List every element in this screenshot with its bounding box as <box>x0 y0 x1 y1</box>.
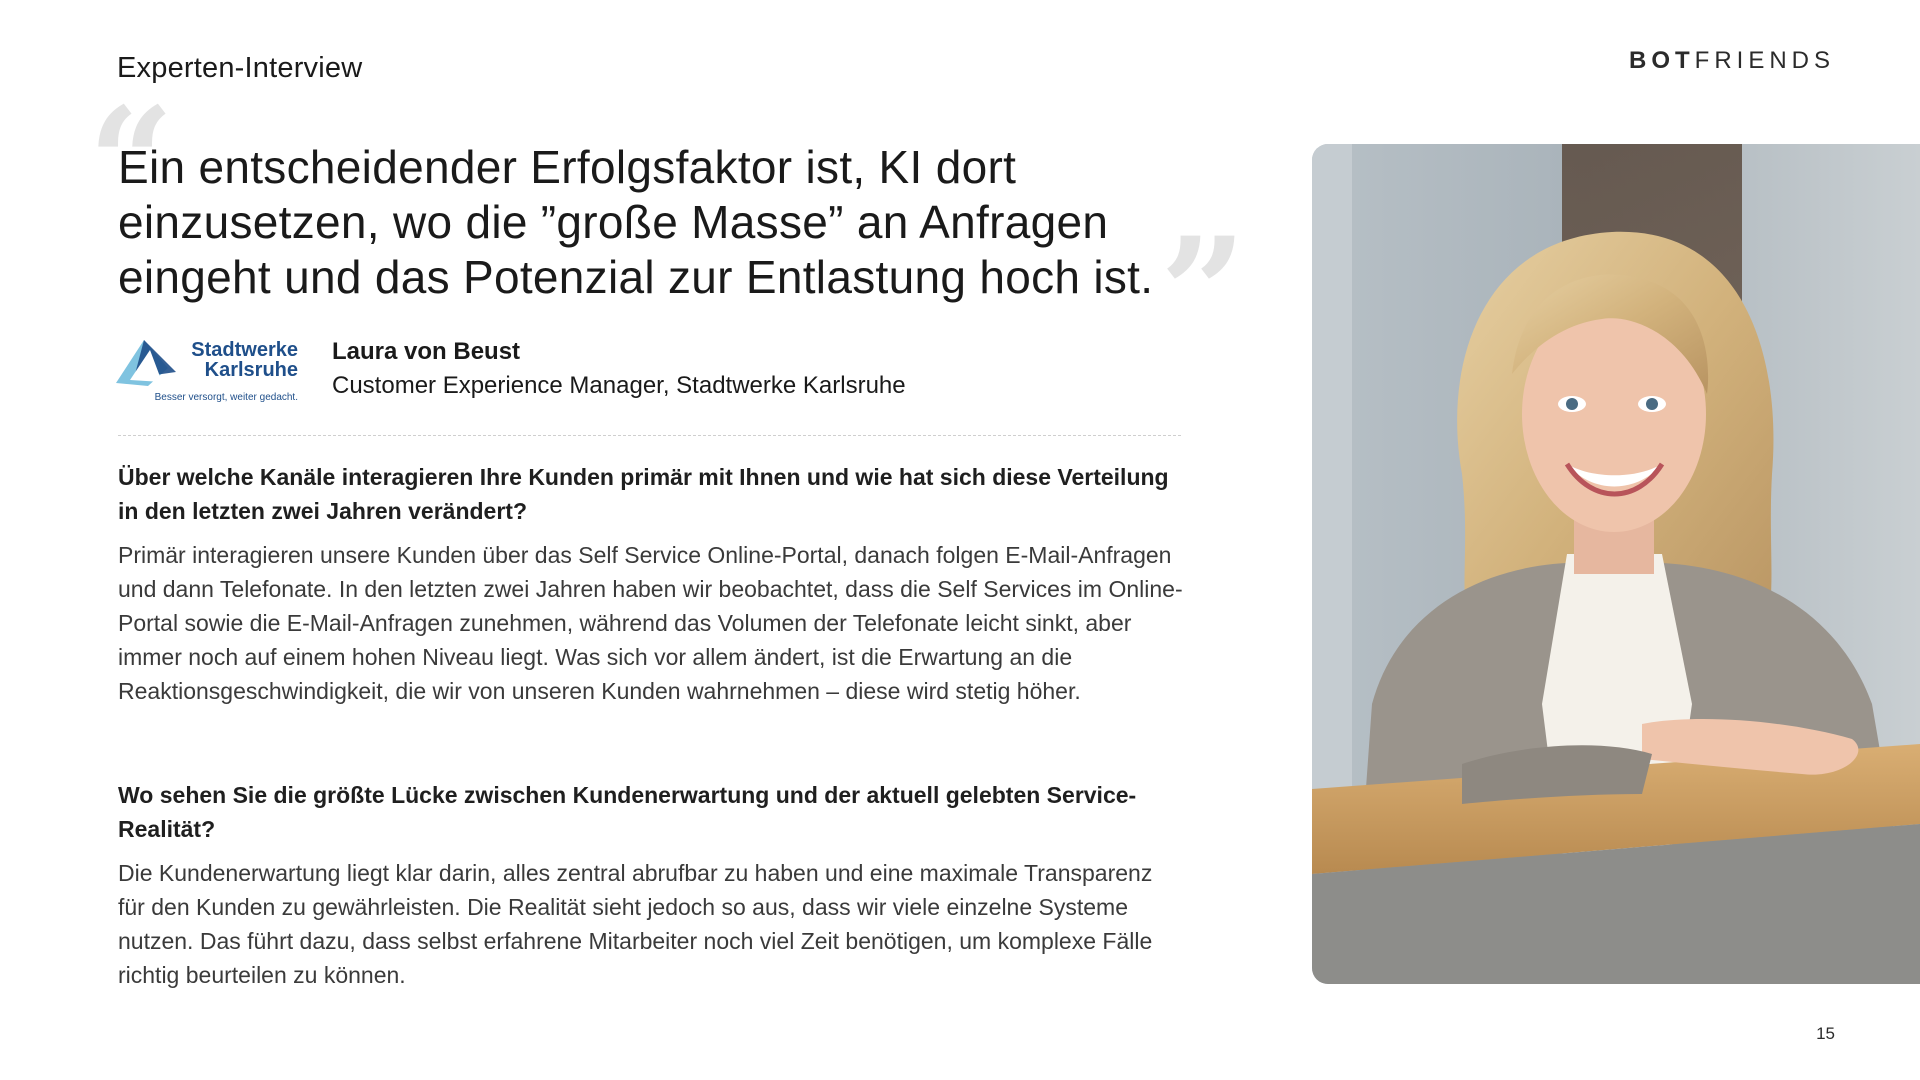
interview-question: Über welche Kanäle interagieren Ihre Kunden primär mit Ihnen und wie hat sich diese Verteilung in den letzten zwei Jahren verändert? <box>118 464 1169 524</box>
interview-question: Wo sehen Sie die größte Lücke zwischen Kundenerwartung und der aktuell gelebten Service-Realität? <box>118 782 1137 842</box>
interview-answer: Die Kundenerwartung liegt klar darin, alles zentral abrufbar zu haben und eine maximale Transparenz für den Kunden zu gewährleisten. Die Realität sieht jedoch so aus, dass wir viele einzelne Systeme nutzen. Das führt dazu, dass selbst erfahrene Mitarbeiter noch viel Zeit benötigen, um komplexe Fälle richtig beurteilen zu können. <box>118 860 1153 988</box>
interview-block <box>118 460 1183 708</box>
quote-open-icon: “ <box>88 75 175 251</box>
interview-answer: Primär interagieren unsere Kunden über das Self Service Online-Portal, danach folgen E-Mail-Anfragen und dann Telefonate. In den letzten zwei Jahren haben wir beobachtet, dass die Self Services im Online-Portal sowie die E-Mail-Anfragen zunehmen, während das Volumen der Telefonate leicht sinkt, aber immer noch auf einem hohen Niveau liegt. Was sich vor allem ändert, ist die Erwartung an die Reaktionsgeschwindigkeit, die wir von unseren Kunden wahrnehmen – diese wird stetig höher. <box>118 542 1183 704</box>
portrait-photo <box>1312 144 1920 984</box>
brand-logo-bold: BOT <box>1628 47 1695 74</box>
section-title: Experten-Interview <box>117 52 363 84</box>
logo-line2: Karlsruhe <box>204 359 298 381</box>
interview-block <box>118 778 1183 992</box>
person-info <box>332 338 906 400</box>
stadtwerke-karlsruhe-logo <box>116 338 301 406</box>
logo-tagline: Besser versorgt, weiter gedacht. <box>154 392 298 403</box>
quote-close-icon: ” <box>1160 205 1247 381</box>
person-role: Customer Experience Manager, Stadtwerke Karlsruhe <box>332 372 906 399</box>
person-name: Laura von Beust <box>332 338 521 365</box>
page-number: 15 <box>1816 1024 1835 1043</box>
brand-logo-light: FRIENDS <box>1694 47 1835 74</box>
brand-logo <box>1629 47 1835 75</box>
logo-line1: Stadtwerke <box>191 339 298 361</box>
pull-quote: Ein entscheidender Erfolgsfaktor ist, KI dort einzusetzen, wo die ”große Masse” an Anfragen eingeht und das Potenzial zur Entlastung hoch ist. <box>118 141 1154 303</box>
divider <box>118 435 1181 436</box>
